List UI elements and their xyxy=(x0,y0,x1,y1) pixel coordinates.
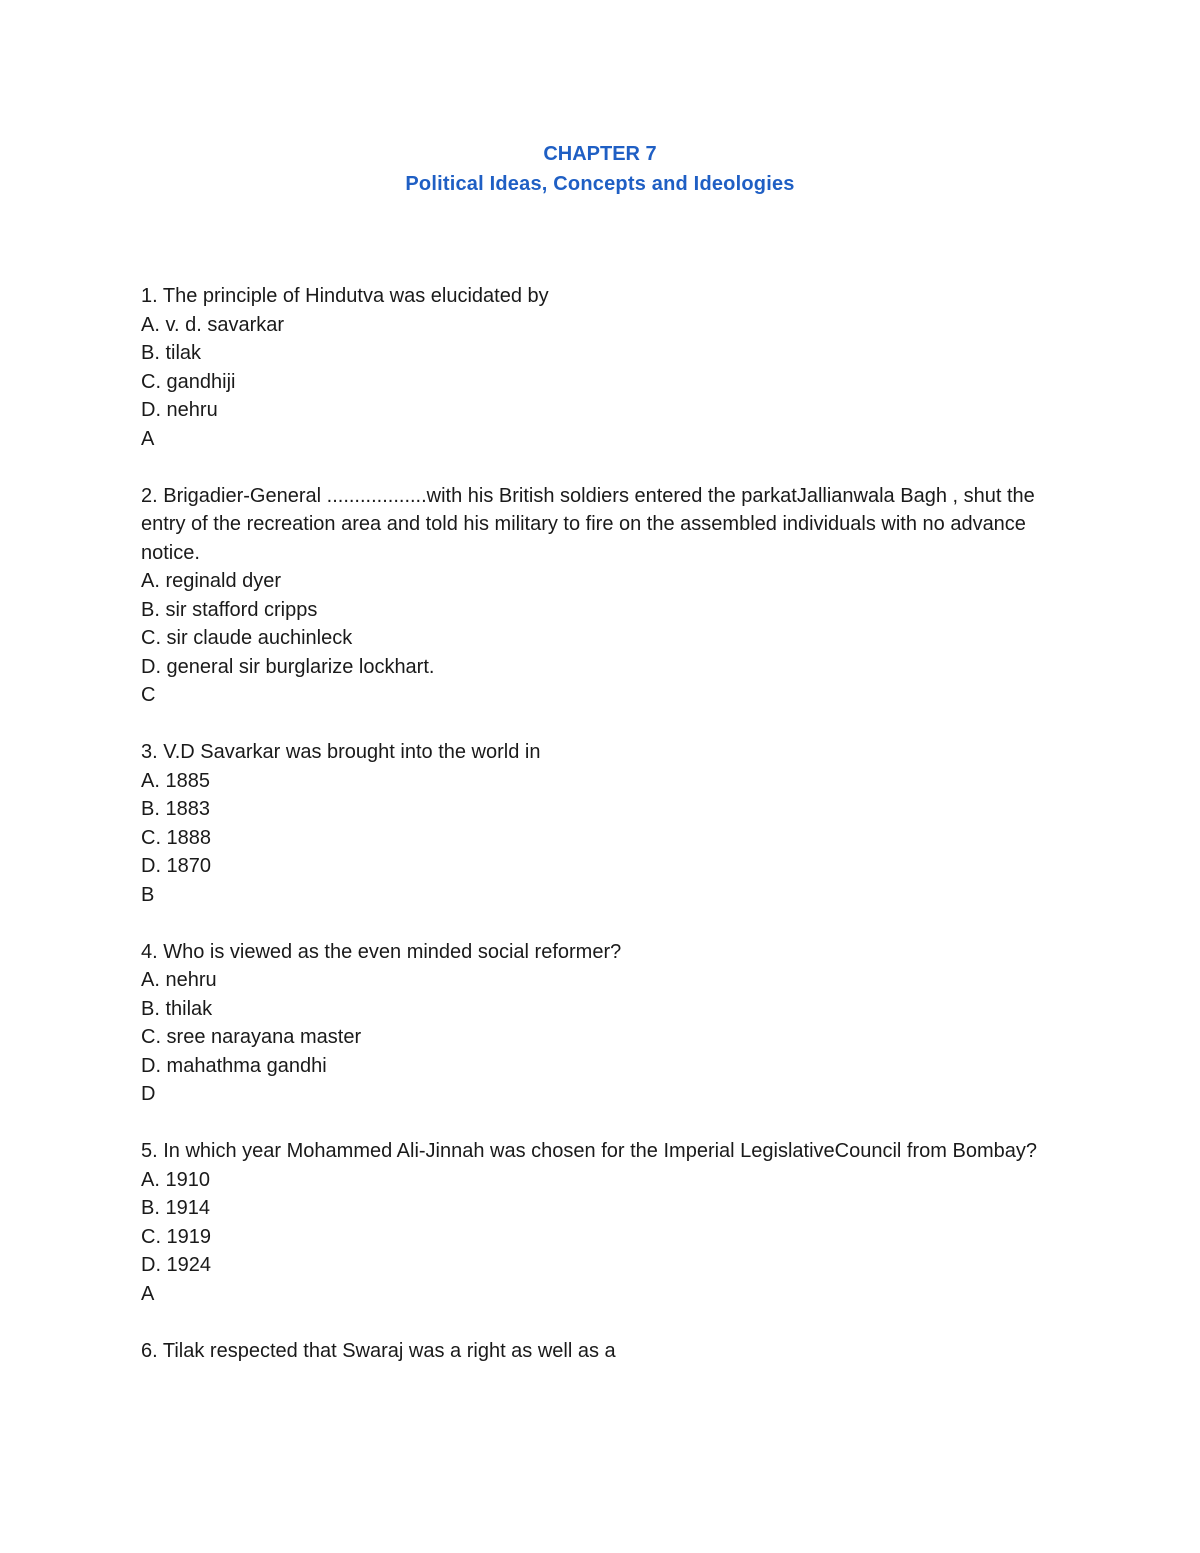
option-a: A. 1910 xyxy=(141,1168,210,1191)
option-c: C. 1919 xyxy=(141,1225,212,1248)
chapter-title: Political Ideas, Concepts and Ideologies xyxy=(405,173,795,195)
option-d: D. nehru xyxy=(141,399,218,421)
option-b: B. sir stafford cripps xyxy=(141,598,318,621)
question-stem: 5. In which year Mohammed Ali-Jinnah was chosen for the Imperial LegislativeCouncil from Bombay? xyxy=(141,1140,1037,1162)
option-d: D. 1870 xyxy=(141,855,212,877)
answer: B xyxy=(141,883,155,906)
question-6 xyxy=(141,1337,1041,1366)
answer: A xyxy=(141,427,155,450)
question-stem: 6. Tilak respected that Swaraj was a right as well as a xyxy=(141,1339,616,1362)
option-b: B. 1883 xyxy=(141,798,210,820)
option-d: D. 1924 xyxy=(141,1254,212,1276)
question-5 xyxy=(141,1137,1041,1308)
option-a: A. 1885 xyxy=(141,769,210,792)
answer: C xyxy=(141,684,156,706)
option-c: C. sree narayana master xyxy=(141,1026,362,1048)
chapter-label: CHAPTER 7 xyxy=(543,143,657,165)
answer: D xyxy=(141,1083,156,1105)
question-list xyxy=(141,282,1041,1394)
question-1 xyxy=(141,282,1041,453)
option-d: D. mahathma gandhi xyxy=(141,1054,327,1077)
option-a: A. reginald dyer xyxy=(141,570,282,592)
question-4 xyxy=(141,938,1041,1109)
option-c: C. 1888 xyxy=(141,826,212,849)
option-a: A. v. d. savarkar xyxy=(141,313,285,336)
chapter-header xyxy=(0,140,1200,198)
option-b: B. thilak xyxy=(141,997,213,1020)
question-stem: 1. The principle of Hindutva was elucidated by xyxy=(141,285,549,307)
question-3 xyxy=(141,738,1041,909)
option-b: B. tilak xyxy=(141,342,202,364)
question-stem: 2. Brigadier-General ..................with his British soldiers entered the parkatJallianwala Bagh , shut the entry of the recreation area and told his military to fire on the assembled individuals with no advance notice. xyxy=(141,484,1035,564)
option-c: C. sir claude auchinleck xyxy=(141,627,353,649)
option-a: A. nehru xyxy=(141,969,217,991)
question-stem: 3. V.D Savarkar was brought into the world in xyxy=(141,741,541,763)
option-b: B. 1914 xyxy=(141,1197,210,1219)
option-c: C. gandhiji xyxy=(141,370,236,393)
option-d: D. general sir burglarize lockhart. xyxy=(141,655,435,678)
question-2 xyxy=(141,482,1041,710)
question-stem: 4. Who is viewed as the even minded social reformer? xyxy=(141,940,622,963)
answer: A xyxy=(141,1282,155,1305)
